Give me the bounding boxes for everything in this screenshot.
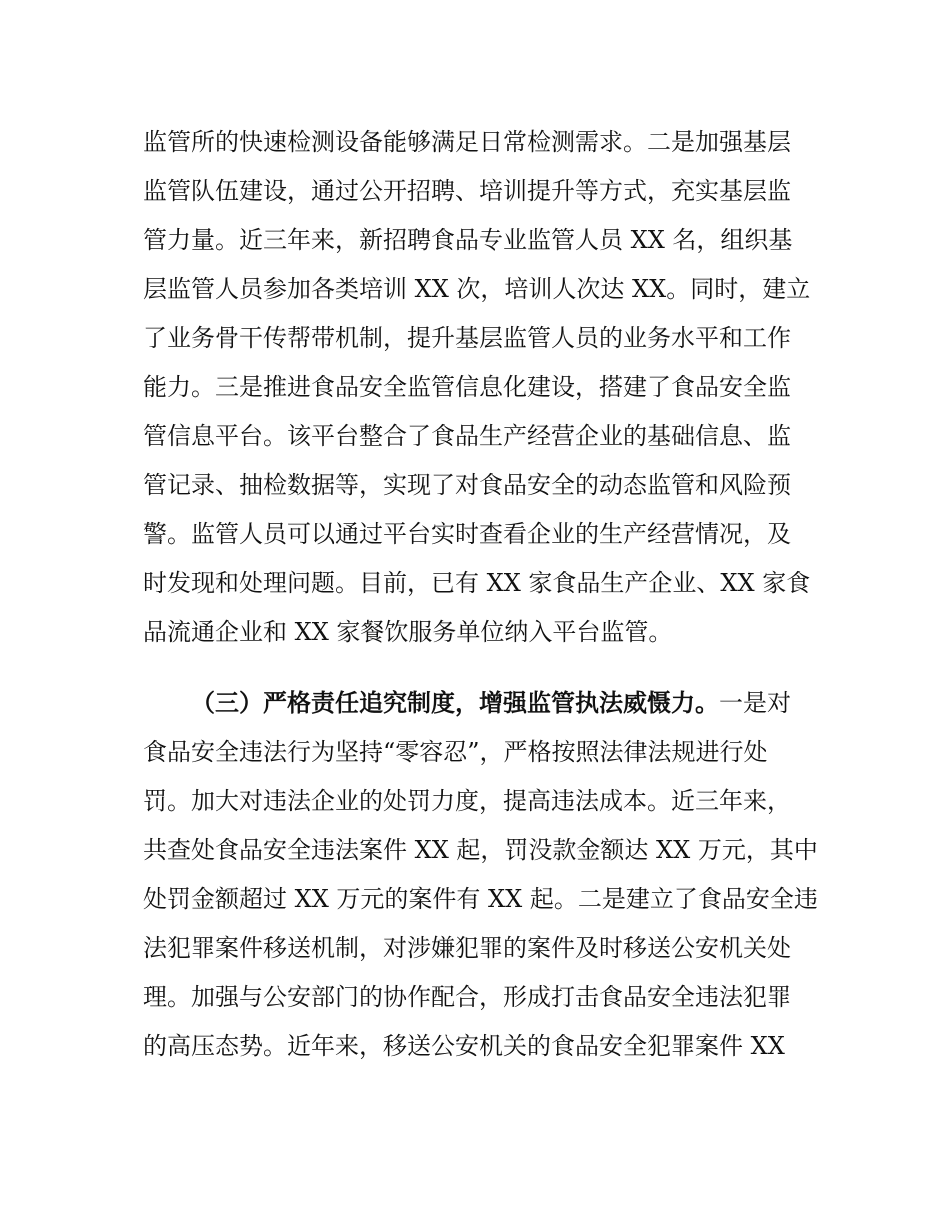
paragraph-line-start: 一是对 <box>719 689 791 717</box>
paragraph-line: 的高压态势。近年来，移送公安机关的食品安全犯罪案件 XX <box>143 1032 785 1060</box>
paragraph-line: 管力量。近三年来，新招聘食品专业监管人员 XX 名，组织基 <box>143 226 793 254</box>
paragraph-line: 层监管人员参加各类培训 XX 次，培训人次达 XX。同时，建立 <box>143 275 811 303</box>
paragraph-line: 罚。加大对违法企业的处罚力度，提高违法成本。近三年来， <box>143 787 791 815</box>
paragraph-line: 监管队伍建设，通过公开招聘、培训提升等方式，充实基层监 <box>143 177 791 205</box>
paragraph-line: 管信息平台。该平台整合了食品生产经营企业的基础信息、监 <box>143 422 791 450</box>
paragraph-line: 共查处食品安全违法案件 XX 起，罚没款金额达 XX 万元，其中 <box>143 836 818 864</box>
paragraph-line: 理。加强与公安部门的协作配合，形成打击食品安全违法犯罪 <box>143 983 791 1011</box>
paragraph-line: 食品安全违法行为坚持“零容忍”，严格按照法律法规进行处 <box>143 738 768 766</box>
paragraph-line: 了业务骨干传帮带机制，提升基层监管人员的业务水平和工作 <box>143 324 791 352</box>
paragraph-first-line <box>191 688 791 718</box>
paragraph-line: 时发现和处理问题。目前，已有 XX 家食品生产企业、XX 家食 <box>143 569 811 597</box>
paragraph-line: 法犯罪案件移送机制，对涉嫌犯罪的案件及时移送公安机关处 <box>143 934 791 962</box>
section-heading: （三）严格责任追究制度，增强监管执法威慑力。 <box>191 689 719 717</box>
paragraph-line: 警。监管人员可以通过平台实时查看企业的生产经营情况，及 <box>143 520 791 548</box>
paragraph-line: 品流通企业和 XX 家餐饮服务单位纳入平台监管。 <box>143 618 673 646</box>
paragraph-line: 处罚金额超过 XX 万元的案件有 XX 起。二是建立了食品安全违 <box>143 885 818 913</box>
paragraph-line: 监管所的快速检测设备能够满足日常检测需求。二是加强基层 <box>143 128 791 156</box>
paragraph-line: 能力。三是推进食品安全监管信息化建设，搭建了食品安全监 <box>143 373 791 401</box>
paragraph-line: 管记录、抽检数据等，实现了对食品安全的动态监管和风险预 <box>143 471 791 499</box>
